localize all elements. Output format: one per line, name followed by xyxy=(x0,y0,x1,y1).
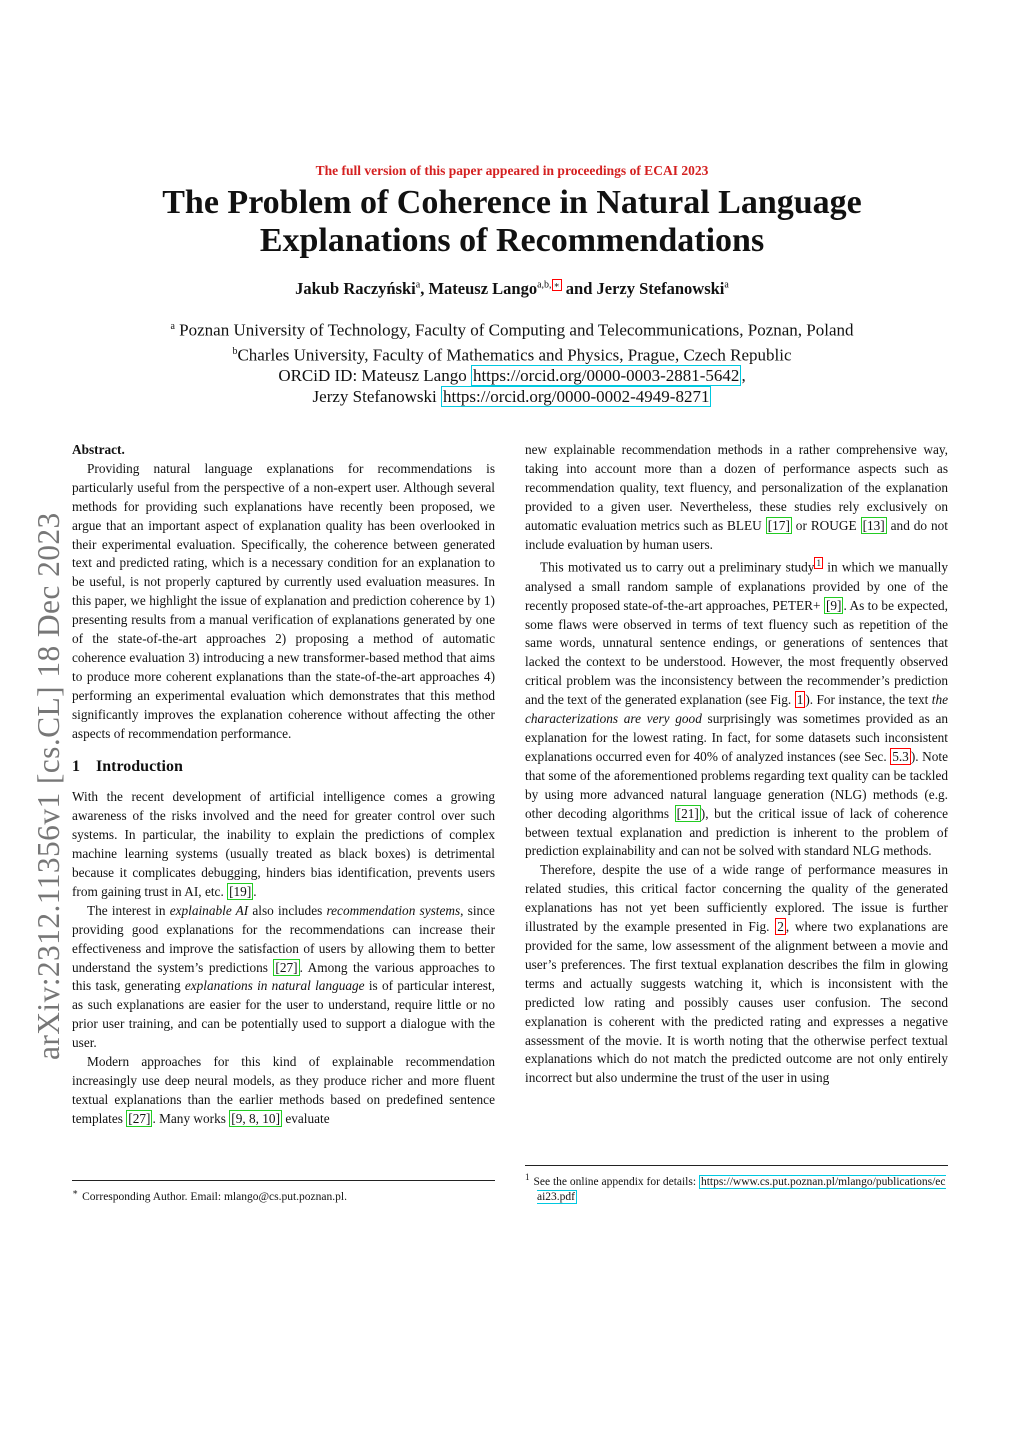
citation-link[interactable]: [13] xyxy=(862,517,885,533)
citation-link[interactable]: [17] xyxy=(767,517,790,533)
paper-title xyxy=(60,184,964,260)
footnote-rule-left xyxy=(72,1180,495,1181)
author-separator: and xyxy=(561,279,597,298)
intro-paragraph-3: Modern approaches for this kind of explainable recommendation increasingly use deep neural models, as they produce richer and more fluent textual explanations than the earlier methods based on predefined sentence templates [27] . Many works [9, 8, 10] evaluate xyxy=(72,1054,495,1126)
citation-link[interactable]: [19] xyxy=(229,883,252,899)
abstract-heading: Abstract. xyxy=(72,442,125,457)
proceedings-banner: The full version of this paper appeared in proceedings of ECAI 2023 xyxy=(315,163,709,178)
author-stefanowski: Jerzy Stefanowski xyxy=(596,279,725,298)
orcid-lango-line: ORCiD ID: Mateusz Lango https://orcid.org/0000-0003-2881-5642 , xyxy=(278,366,746,386)
figure-link[interactable]: 2 xyxy=(777,919,784,935)
affiliation-a: $^a$ Poznan University of Technology, Faculty of Computing and Telecommunications, Poznan, Poland xyxy=(170,320,854,340)
author-separator: , xyxy=(420,279,429,298)
author-lango: Mateusz Lango xyxy=(428,279,538,298)
citation-link[interactable]: [27] xyxy=(128,1110,151,1126)
appendix-url-link[interactable]: https://www.cs.put.poznan.pl/mlango/publications/ecai23.pdf xyxy=(537,1175,946,1203)
affiliations xyxy=(0,316,1024,407)
footnote-online-appendix: $^1$ See the online appendix for details: https://www.cs.put.poznan.pl/mlango/publications/ecai23.pdf xyxy=(525,1172,946,1203)
figure-link[interactable]: 1 xyxy=(796,692,804,708)
footnote-link[interactable]: 1 xyxy=(816,558,821,569)
right-paragraph-1: new explainable recommendation methods in a rather comprehensive way, taking into account more than a dozen of performance aspects such as recommendation quality, text fluency, and personalization of the explanation provided to a given user. Nevertheless, these studies rely exclusively on automatic evaluation metrics such as BLEU [17] or ROUGE [13] and do not include evaluation by human users. xyxy=(525,442,949,552)
affiliation-b: $^b$Charles University, Faculty of Mathematics and Physics, Prague, Czech Republic xyxy=(232,345,792,365)
citation-link[interactable]: [9] xyxy=(825,597,842,613)
section-number: 1 xyxy=(72,757,80,775)
intro-paragraph-1: With the recent development of artificial intelligence comes a growing awareness of the risks involved and the need for greater control over such systems. In particular, the inability to explain the predictions of complex machine learning systems (usually treated as black boxes) is detrimental because it complicates debugging, hinders bias identification, prevents users from gaining trust in AI, etc. [19] . xyxy=(72,789,495,899)
right-paragraph-2: This motivated us to carry out a preliminary study $^1$ in which we manually analysed a small random sample of explanations provided by one of the recently proposed state-of-the-art approaches, PETER+ [9] . As to be expected, some flaws were observed in terms of text fluency such as repetition of the same words, unnatural sentence endings, or generations of sentences that lacked the context to be understood. However, the most frequently observed critical problem was the inconsistency between the recommender’s prediction and the text of the generated explanation (see Fig. 1 ). For instance, the text the characterizations are very good surprisingly was sometimes provided as an explanation for the lowest rating. In fact, for some datasets such inconsistent explanations occurred even for 40% of analyzed instances (see Sec. 5.3 ). Note that some of the aforementioned problems regarding text quality can be tackled by using more advanced natural language generation (NLG) methods (e.g. other decoding algorithms [21] ), but the critical issue of lack of coherence between textual explanation and prediction is inherent to the problem of prediction explainability and can not be solved with standard NLG methods. xyxy=(525,558,949,859)
title-line-2: Explanations of Recommendations xyxy=(259,222,765,259)
author-lango-affil: a,b, xyxy=(537,279,552,291)
author-raczynski: Jakub Raczyński xyxy=(295,279,416,298)
section-title: Introduction xyxy=(96,757,183,775)
left-column xyxy=(72,441,495,1129)
orcid-stefanowski-link[interactable]: https://orcid.org/0000-0002-4949-8271 xyxy=(442,387,710,407)
footnote-rule-right xyxy=(525,1165,948,1166)
abstract-text: Providing natural language explanations for recommendations is particularly useful from the perspective of a non-expert user. Although several methods for providing such explanations have recently been proposed, we argue that an important aspect of explanation quality has been overlooked in their experimental evaluation. Specifically, the coherence between generated text and predicted rating, which is a necessary condition for an explanation to be useful, is not properly captured by currently used evaluation measures. In this paper, we highlight the issue of explanation and prediction coherence by 1) presenting results from a manual verification of explanations generated by one of the state-of-the-art approaches 2) proposing a method of automatic coherence evaluation 3) introducing a new transformer-based method that aims to produce more coherent explanations than the state-of-the-art approaches 4) performing an experimental evaluation which demonstrates that this method significantly improves the explanation coherence without affecting the other aspects of recommendation performance. xyxy=(72,460,495,741)
citation-link[interactable]: [9, 8, 10] xyxy=(231,1110,281,1126)
intro-paragraph-2: The interest in explainable AI also includes recommendation systems, since providing good explanations for the recommendations can increase their effectiveness and improve the satisfaction of users by allowing them to better understand the system’s predictions [27] . Among the various approaches to this task, generating explanations in natural language is of particular interest, as such explanations are easier for the user to understand, require little or no prior user training, and can be potentially used to support a dialogue with the user. xyxy=(72,902,495,1051)
section-heading-introduction xyxy=(72,758,495,777)
author-stefanowski-affil: a xyxy=(724,279,729,291)
orcid-lango-link[interactable]: https://orcid.org/0000-0003-2881-5642 xyxy=(472,366,740,386)
right-paragraph-3: Therefore, despite the use of a wide range of performance measures in related studies, this critical factor concerning the quality of the generated explanations has not yet been sufficiently explored. The issue is further illustrated by the example presented in Fig. 2 , where two explanations are provided for the same, low assessment of the alignment between a movie and user’s preferences. The first textual explanation describes the film in glowing terms and actually suggests watching it, which is inconsistent with the predicted low rating and possibly causes user confusion. The second explanation is coherent with the predicted rating and expresses a negative assessment of the movie. It is worth noting that the otherwise perfect textual explanations which do not match the predicted outcome are not only entirely incorrect but also undermine the trust of the user in using xyxy=(525,862,948,1086)
section-link[interactable]: 5.3 xyxy=(892,748,909,764)
author-list xyxy=(0,279,1024,299)
footnote-corresponding-author: ∗ Corresponding Author. Email: mlango@cs.put.poznan.pl. xyxy=(72,1187,347,1203)
citation-link[interactable]: [21] xyxy=(676,805,699,821)
title-line-1: The Problem of Coherence in Natural Language xyxy=(162,184,862,221)
citation-link[interactable]: [27] xyxy=(275,959,298,975)
orcid-stefanowski-line: Jerzy Stefanowski https://orcid.org/0000-0002-4949-8271 xyxy=(312,387,710,407)
arxiv-identifier: arXiv:2312.11356v1 [cs.CL] 18 Dec 2023 xyxy=(31,512,66,1060)
right-column xyxy=(525,441,948,1088)
corresponding-author-link[interactable]: ∗ xyxy=(553,279,560,290)
author-raczynski-affil: a xyxy=(415,279,421,291)
